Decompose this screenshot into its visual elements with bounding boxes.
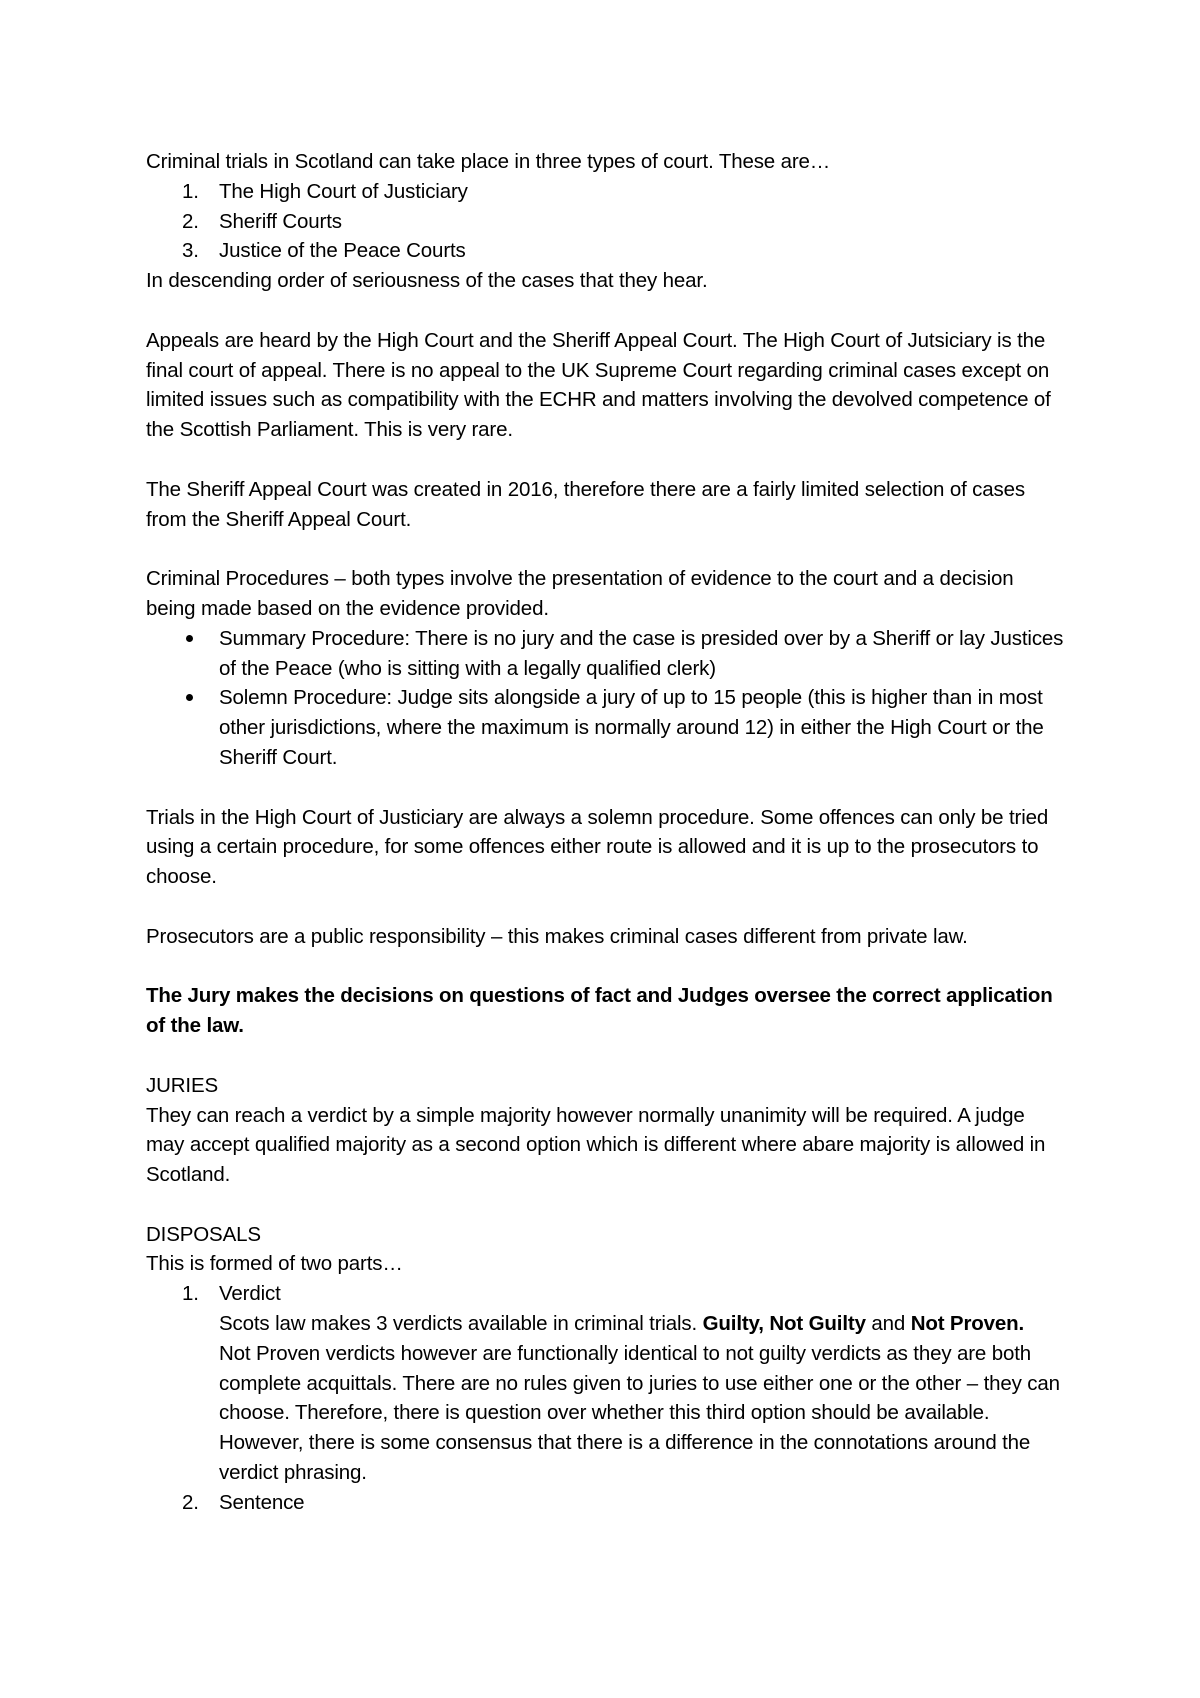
jury-role-paragraph: The Jury makes the decisions on questions of fact and Judges oversee the correct application of the law. [146,984,1053,1038]
verdict-guilty: Guilty [702,1312,759,1336]
verdict-and: and [865,1312,911,1336]
list-item-text: Summary Procedure: There is no jury and the case is presided over by a Sheriff or lay Justices of the Peace (who is sitting with a legally qualified clerk) [219,626,1064,680]
juries-paragraph: They can reach a verdict by a simple majority however normally unanimity will be required. A judge may accept qualified majority as a second option which is different where abare majority is allowed in Scotland. [146,1103,1046,1187]
disposals-heading: DISPOSALS [146,1222,261,1246]
list-item [146,177,1066,207]
procedures-list [146,624,1066,773]
document-body [146,147,1066,1518]
list-number: 2. [182,1490,199,1514]
courts-list [146,177,1066,266]
bullet-icon [186,635,193,642]
intro-after-paragraph: In descending order of seriousness of the cases that they hear. [146,269,708,293]
sheriff-appeal-paragraph: The Sheriff Appeal Court was created in 2016, therefore there are a fairly limited selection of cases from the Sheriff Appeal Court. [146,477,1025,531]
list-item [146,236,1066,266]
verdict-not-proven: Not Proven. [910,1312,1025,1336]
disposals-intro: This is formed of two parts… [146,1252,403,1276]
list-item-text: Justice of the Peace Courts [219,239,466,263]
trials-paragraph: Trials in the High Court of Justiciary are always a solemn procedure. Some offences can only be tried using a certain procedure, for some offences either route is allowed and it is up to the prosecutors to choose. [146,805,1049,889]
list-number: 1. [182,1282,199,1306]
list-number: 2. [182,209,199,233]
list-item-text: Solemn Procedure: Judge sits alongside a jury of up to 15 people (this is higher than in most other jurisdictions, where the maximum is normally around 12) in either the High Court or the Sheriff Court. [219,686,1044,769]
list-item-title: Verdict [219,1282,281,1306]
list-item-text: Sheriff Courts [219,209,342,233]
list-number: 1. [182,179,199,203]
list-number: 3. [182,239,199,263]
prosecutors-paragraph: Prosecutors are a public responsibility – this makes criminal cases different from private law. [146,924,968,948]
verdict-not-guilty: Not Guilty [769,1312,866,1336]
verdict-separator: , [758,1312,770,1336]
procedures-paragraph: Criminal Procedures – both types involve the presentation of evidence to the court and a decision being made based on the evidence provided. [146,567,1014,620]
list-item-title: Sentence [219,1490,305,1514]
appeals-paragraph: Appeals are heard by the High Court and the Sheriff Appeal Court. The High Court of Jutsiciary is the final court of appeal. There is no appeal to the UK Supreme Court regarding criminal cases except on limited issues such as compatibility with the ECHR and matters involving the devolved competence of the Scottish Parliament. This is very rare. [146,328,1051,442]
disposals-list [146,1279,1066,1517]
list-item [146,624,1066,684]
list-item-text: The High Court of Justiciary [219,179,468,203]
bullet-icon [186,694,193,701]
list-item [146,207,1066,237]
juries-heading: JURIES [146,1073,219,1097]
list-item [146,683,1066,772]
list-item [146,1279,1066,1488]
verdict-detail: Not Proven verdicts however are functionally identical to not guilty verdicts as they are both complete acquittals. There are no rules given to juries to use either one or the other – they can choose. Therefore, there is question over whether this third option should be available. However, there is some consensus that there is a difference in the connotations around the verdict phrasing. [219,1341,1060,1485]
list-item [146,1488,1066,1518]
verdicts-text: Scots law makes 3 verdicts available in criminal trials. [219,1312,703,1336]
intro-paragraph: Criminal trials in Scotland can take place in three types of court. These are… [146,150,831,173]
